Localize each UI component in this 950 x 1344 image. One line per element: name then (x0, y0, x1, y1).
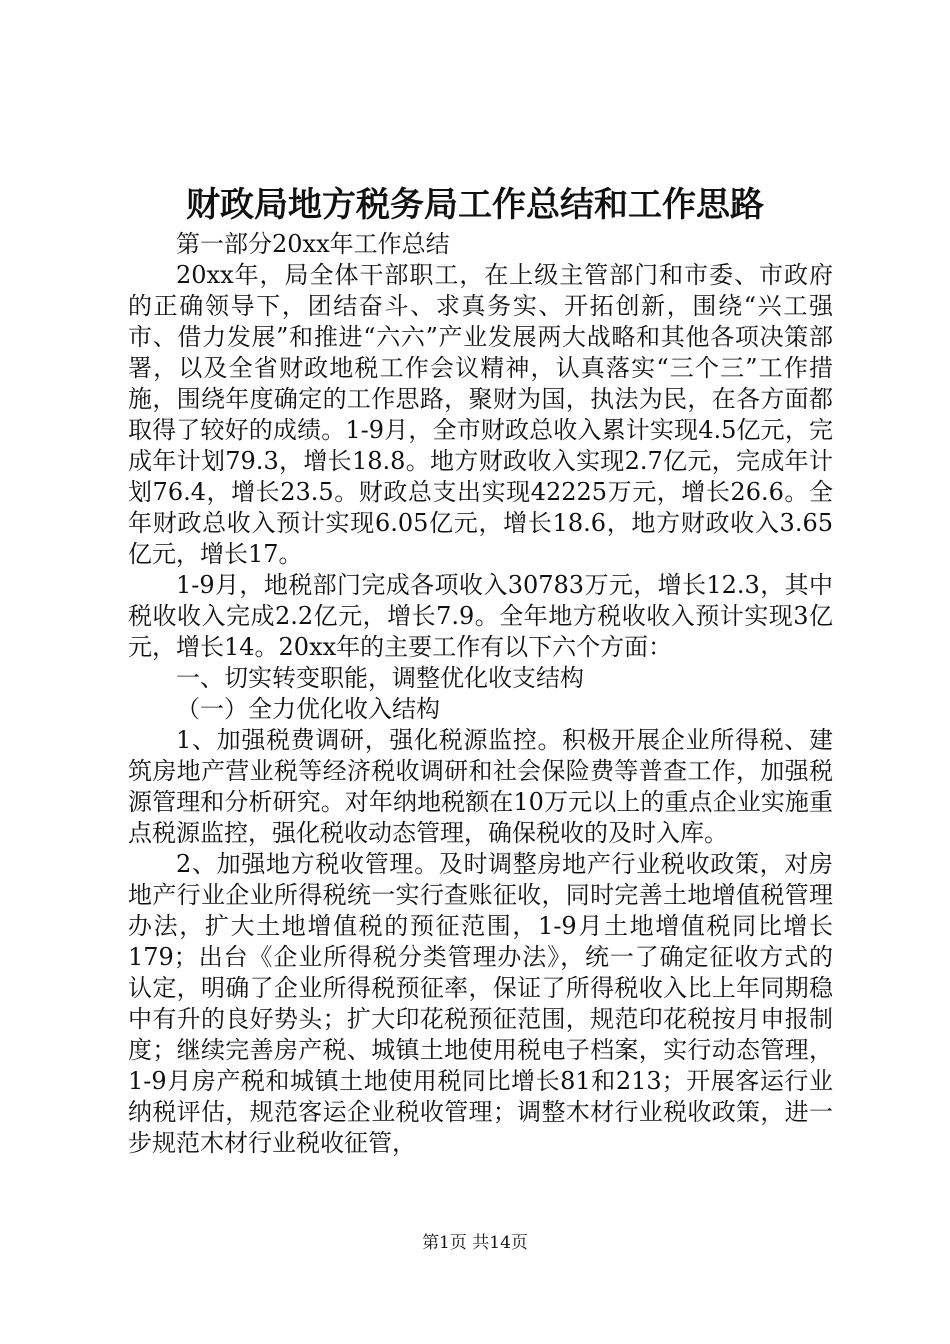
section-heading: 一、切实转变职能，调整优化收支结构 (176, 664, 584, 692)
document-body (128, 229, 833, 1159)
paragraph: 1-9月，地税部门完成各项收入30783万元，增长12.3，其中税收收入完成2.2亿元，增长7.9。全年地方税收收入预计实现3亿元，增长14。20xx年的主要工作有以下六个方面： (128, 571, 833, 661)
paragraph: 20xx年，局全体干部职工，在上级主管部门和市委、市政府的正确领导下，团结奋斗、求真务实、开拓创新，围绕“兴工强市、借力发展”和推进“六六”产业发展两大战略和其他各项决策部署，以及全省财政地税工作会议精神，认真落实“三个三”工作措施，围绕年度确定的工作思路，聚财为国，执法为民，在各方面都取得了较好的成绩。1-9月，全市财政总收入累计实现4.5亿元，完成年计划79.3，增长18.8。地方财政收入实现2.7亿元，完成年计划76.4，增长23.5。财政总支出实现42225万元，增长26.6。全年财政总收入预计实现6.05亿元，增长18.6，地方财政收入3.65亿元，增长17。 (128, 261, 833, 568)
section-heading: 第一部分20xx年工作总结 (176, 230, 450, 258)
paragraph: 2、加强地方税收管理。及时调整房地产行业税收政策，对房地产行业企业所得税统一实行查账征收，同时完善土地增值税管理办法，扩大土地增值税的预征范围，1-9月土地增值税同比增长179；出台《企业所得税分类管理办法》，统一了确定征收方式的认定，明确了企业所得税预征率，保证了所得税收入比上年同期稳中有升的良好势头；扩大印花税预征范围，规范印花税按月申报制度；继续完善房产税、城镇土地使用税电子档案，实行动态管理，1-9月房产税和城镇土地使用税同比增长81和213；开展客运行业纳税评估，规范客运企业税收管理；调整木材行业税收政策，进一步规范木材行业税收征管， (128, 850, 833, 1157)
subsection-heading: （一）全力优化收入结构 (176, 695, 440, 723)
document-title: 财政局地方税务局工作总结和工作思路 (186, 185, 764, 225)
page-number-footer: 第1页 共14页 (422, 1233, 528, 1253)
paragraph: 1、加强税费调研，强化税源监控。积极开展企业所得税、建筑房地产营业税等经济税收调研和社会保险费等普查工作，加强税源管理和分析研究。对年纳地税额在10万元以上的重点企业实施重点税源监控，强化税收动态管理，确保税收的及时入库。 (128, 726, 833, 847)
